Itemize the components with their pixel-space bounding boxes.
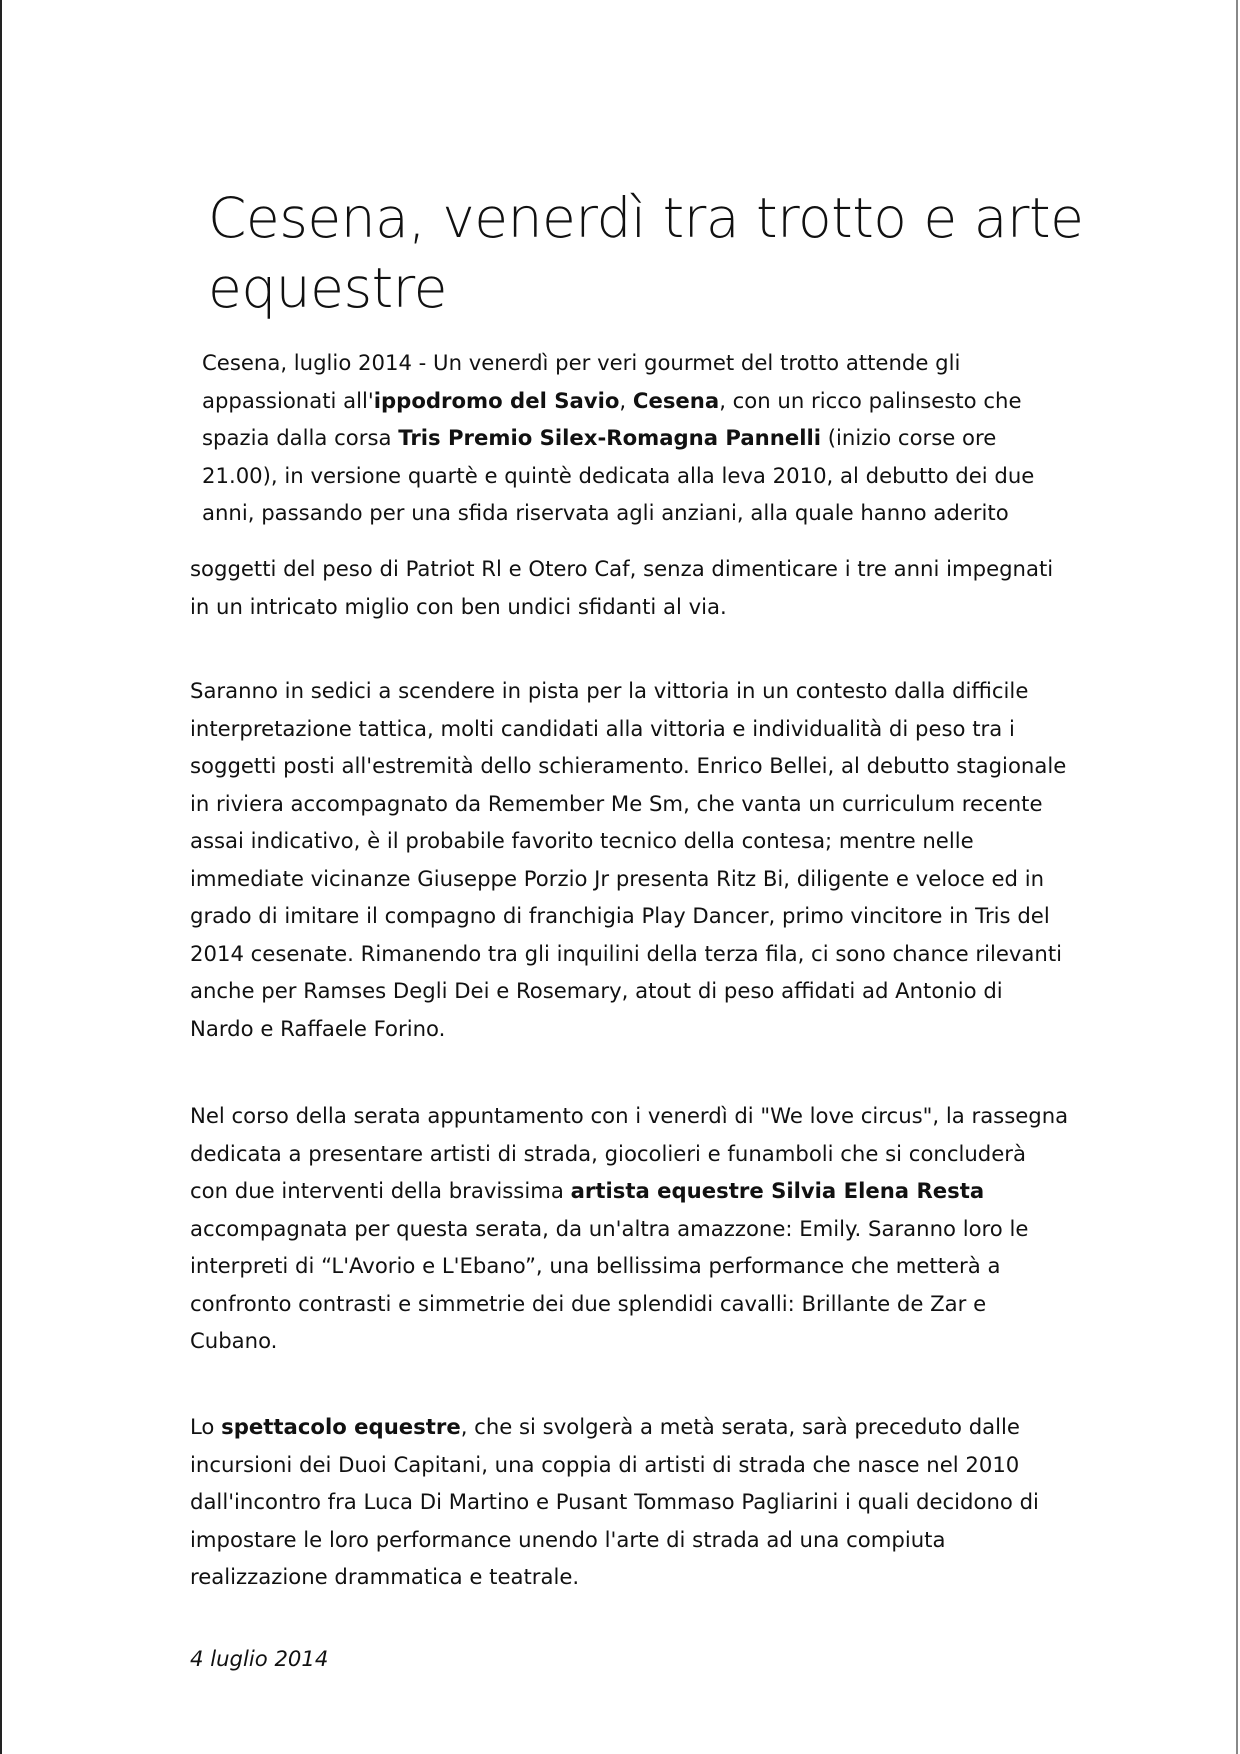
circus-text-1: Nel corso della serata appuntamento con i venerdì di "We love circus", la rassegna dedicata a presentare artisti di strada, giocolieri e funamboli che si concluderà con due interventi della bravissima bbox=[190, 1103, 1069, 1203]
show-text-2: , che si svolgerà a metà serata, sarà preceduto dalle incursioni dei Duoi Capitani, una coppia di artisti di strada che nasce nel 2010 dall'incontro fra Luca Di Martino e Pusant Tommaso Pagliarini i quali decidono di impostare le loro performance unendo l'arte di strada ad una compiuta realizzazione drammatica e teatrale. bbox=[190, 1414, 1039, 1589]
intro-text-2: , bbox=[619, 387, 633, 413]
intro-bold-race: Tris Premio Silex-Romagna Pannelli bbox=[398, 425, 822, 450]
paragraph-intro bbox=[202, 344, 1062, 532]
article-title: Cesena, venerdì tra trotto e arte equestre bbox=[208, 186, 1084, 320]
paragraph-circus bbox=[190, 1097, 1070, 1360]
page-edge-right bbox=[1236, 0, 1238, 1754]
page-edge-left bbox=[0, 0, 2, 1754]
intro-text-3: , con un ricco palinsesto che spazia dalla corsa bbox=[202, 387, 1022, 450]
paragraph-intro-continued: soggetti del peso di Patriot Rl e Otero Caf, senza dimenticare i tre anni impegnati in un intricato miglio con ben undici sfidanti al via. bbox=[190, 556, 1054, 619]
intro-text-1: Cesena, luglio 2014 - Un venerdì per veri gourmet del trotto attende gli appassionati all' bbox=[202, 350, 961, 413]
intro-bold-venue: ippodromo del Savio bbox=[373, 387, 620, 413]
show-text-1: Lo bbox=[190, 1414, 222, 1439]
intro-bold-city: Cesena bbox=[632, 387, 720, 413]
paragraph-show bbox=[190, 1408, 1070, 1596]
circus-bold-artist: artista equestre Silvia Elena Resta bbox=[570, 1178, 985, 1203]
show-bold-spectacle: spettacolo equestre bbox=[221, 1414, 461, 1439]
intro-text-4: (inizio corse ore 21.00), in versione quartè e quintè dedicata alla leva 2010, al debutto dei due anni, passando per una sfida riservata agli anziani, alla quale hanno aderito bbox=[202, 425, 1035, 525]
circus-text-2: accompagnata per questa serata, da un'altra amazzone: Emily. Saranno loro le interpreti di “L'Avorio e L'Ebano”, una bellissima performance che metterà a confronto contrasti e simmetrie dei due splendidi cavalli: Brillante de Zar e Cubano. bbox=[190, 1215, 1029, 1353]
paragraph-race-preview: Saranno in sedici a scendere in pista per la vittoria in un contesto dalla difficile interpretazione tattica, molti candidati alla vittoria e individualità di peso tra i soggetti posti all'estremità dello schieramento. Enrico Bellei, al debutto stagionale in riviera accompagnato da Remember Me Sm, che vanta un curriculum recente assai indicativo, è il probabile favorito tecnico della contesa; mentre nelle immediate vicinanze Giuseppe Porzio Jr presenta Ritz Bi, diligente e veloce ed in grado di imitare il compagno di franchigia Play Dancer, primo vincitore in Tris del 2014 cesenate. Rimanendo tra gli inquilini della terza fila, ci sono chance rilevanti anche per Ramses Degli Dei e Rosemary, atout di peso affidati ad Antonio di Nardo e Raffaele Forino. bbox=[190, 678, 1067, 1041]
article-date: 4 luglio 2014 bbox=[190, 1646, 329, 1671]
